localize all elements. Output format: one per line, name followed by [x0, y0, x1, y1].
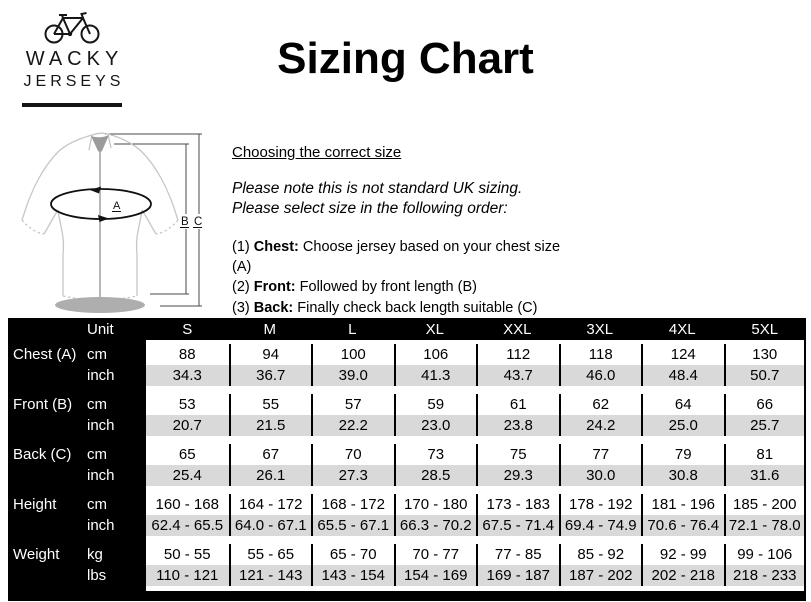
- value-cell: 23.0: [394, 415, 477, 436]
- step-text: Finally check back length suitable (C): [293, 299, 538, 316]
- chest-label-a: A: [113, 200, 121, 212]
- value-cell: 66: [724, 394, 807, 415]
- row-label: Weight: [8, 544, 82, 565]
- value-cell: 154 - 169: [394, 565, 477, 586]
- value-cell: 64.0 - 67.1: [229, 515, 312, 536]
- value-cell: 61: [476, 394, 559, 415]
- table-row: [8, 365, 806, 386]
- size-header-xl: XL: [425, 320, 444, 338]
- unit-cell: inch: [82, 415, 146, 436]
- value-cell: 66.3 - 70.2: [394, 515, 477, 536]
- unit-cell: cm: [82, 444, 146, 465]
- brand-name-line1: WACKY: [25, 48, 124, 70]
- value-cell: 77 - 85: [476, 544, 559, 565]
- step-number: (1): [232, 238, 254, 255]
- value-cell: 85 - 92: [559, 544, 642, 565]
- value-cell: 70.6 - 76.4: [641, 515, 724, 536]
- value-cell: 170 - 180: [394, 494, 477, 515]
- size-header-s: S: [182, 320, 193, 338]
- step-label: Front:: [253, 279, 296, 296]
- value-cell: 65.5 - 67.1: [311, 515, 394, 536]
- table-row: [8, 544, 806, 565]
- value-cell: 130: [724, 344, 807, 365]
- gap-label-area: [8, 586, 146, 591]
- value-cell: 88: [146, 344, 229, 365]
- step-text: Followed by front length (B): [295, 279, 477, 296]
- value-cell: 31.6: [724, 465, 807, 486]
- value-cell: 181 - 196: [641, 494, 724, 515]
- table-row: [8, 415, 806, 436]
- value-cell: 70 - 77: [394, 544, 477, 565]
- row-label: Chest (A): [8, 344, 82, 365]
- row-label: Back (C): [8, 444, 82, 465]
- row-label: [8, 465, 82, 486]
- size-header-4xl: 4XL: [668, 320, 696, 338]
- step-back: [232, 298, 582, 318]
- gap-data-area: [146, 536, 806, 544]
- table-bottom-bar: [8, 591, 806, 601]
- gap-data-area: [146, 386, 806, 394]
- value-cell: 34.3: [146, 365, 229, 386]
- unit-cell: cm: [82, 494, 146, 515]
- value-cell: 106: [394, 344, 477, 365]
- value-cell: 53: [146, 394, 229, 415]
- value-cell: 20.7: [146, 415, 229, 436]
- value-cell: 110 - 121: [146, 565, 229, 586]
- step-front: [232, 277, 582, 297]
- size-header-l: L: [348, 320, 357, 338]
- value-cell: 30.8: [641, 465, 724, 486]
- value-cell: 112: [476, 344, 559, 365]
- page-title: Sizing Chart: [277, 34, 534, 83]
- table-gap-row: [8, 436, 806, 444]
- unit-cell: kg: [82, 544, 146, 565]
- value-cell: 218 - 233: [724, 565, 807, 586]
- value-cell: 55 - 65: [229, 544, 312, 565]
- value-cell: 143 - 154: [311, 565, 394, 586]
- value-cell: 72.1 - 78.0: [724, 515, 807, 536]
- logo-underline: [22, 103, 122, 107]
- value-cell: 27.3: [311, 465, 394, 486]
- size-table: [8, 318, 806, 601]
- value-cell: 65: [146, 444, 229, 465]
- value-cell: 160 - 168: [146, 494, 229, 515]
- note-line2: Please select size in the following order:: [232, 199, 508, 217]
- table-row: [8, 565, 806, 586]
- value-cell: 100: [311, 344, 394, 365]
- value-cell: 124: [641, 344, 724, 365]
- front-label-b: B: [181, 216, 189, 228]
- value-cell: 43.7: [476, 365, 559, 386]
- gap-label-area: [8, 436, 146, 444]
- table-row: [8, 344, 806, 365]
- value-cell: 77: [559, 444, 642, 465]
- gap-label-area: [8, 536, 146, 544]
- table-header-row: [8, 318, 806, 340]
- size-header-m: M: [263, 320, 276, 338]
- row-label: Height: [8, 494, 82, 515]
- value-cell: 50.7: [724, 365, 807, 386]
- value-cell: 67.5 - 71.4: [476, 515, 559, 536]
- back-label-c: C: [194, 216, 203, 228]
- unit-header: Unit: [87, 320, 114, 338]
- gap-label-area: [8, 486, 146, 494]
- step-number: (2): [232, 279, 254, 296]
- value-cell: 62: [559, 394, 642, 415]
- gap-label-area: [8, 386, 146, 394]
- value-cell: 169 - 187: [476, 565, 559, 586]
- step-chest: [232, 237, 582, 278]
- row-label: Front (B): [8, 394, 82, 415]
- table-row: [8, 394, 806, 415]
- brand-name-line2: JERSEYS: [23, 73, 125, 90]
- value-cell: 99 - 106: [724, 544, 807, 565]
- size-header-xxl: XXL: [503, 320, 532, 338]
- value-cell: 64: [641, 394, 724, 415]
- step-text: Choose jersey based on your chest size (A): [232, 238, 561, 275]
- value-cell: 118: [559, 344, 642, 365]
- row-label: [8, 515, 82, 536]
- table-row: [8, 494, 806, 515]
- value-cell: 67: [229, 444, 312, 465]
- value-cell: 92 - 99: [641, 544, 724, 565]
- value-cell: 59: [394, 394, 477, 415]
- unit-cell: cm: [82, 344, 146, 365]
- value-cell: 48.4: [641, 365, 724, 386]
- gap-data-area: [146, 436, 806, 444]
- value-cell: 73: [394, 444, 477, 465]
- sizing-note: [232, 179, 582, 219]
- size-header-5xl: 5XL: [751, 320, 779, 338]
- table-gap-row: [8, 486, 806, 494]
- value-cell: 25.7: [724, 415, 807, 436]
- value-cell: 28.5: [394, 465, 477, 486]
- value-cell: 187 - 202: [559, 565, 642, 586]
- value-cell: 23.8: [476, 415, 559, 436]
- value-cell: 75: [476, 444, 559, 465]
- value-cell: 94: [229, 344, 312, 365]
- value-cell: 46.0: [559, 365, 642, 386]
- value-cell: 39.0: [311, 365, 394, 386]
- step-label: Back:: [253, 299, 294, 316]
- value-cell: 173 - 183: [476, 494, 559, 515]
- value-cell: 36.7: [229, 365, 312, 386]
- value-cell: 41.3: [394, 365, 477, 386]
- value-cell: 57: [311, 394, 394, 415]
- table-gap-row: [8, 386, 806, 394]
- value-cell: 69.4 - 74.9: [559, 515, 642, 536]
- jersey-diagram: [8, 126, 212, 316]
- unit-cell: cm: [82, 394, 146, 415]
- table-gap-row: [8, 536, 806, 544]
- value-cell: 55: [229, 394, 312, 415]
- value-cell: 121 - 143: [229, 565, 312, 586]
- step-label: Chest:: [253, 238, 299, 255]
- selection-steps: [232, 237, 582, 318]
- gap-data-area: [146, 586, 806, 591]
- value-cell: 26.1: [229, 465, 312, 486]
- value-cell: 81: [724, 444, 807, 465]
- value-cell: 62.4 - 65.5: [146, 515, 229, 536]
- row-label: [8, 565, 82, 586]
- value-cell: 79: [641, 444, 724, 465]
- value-cell: 185 - 200: [724, 494, 807, 515]
- value-cell: 29.3: [476, 465, 559, 486]
- table-row: [8, 465, 806, 486]
- step-number: (3): [232, 299, 254, 316]
- row-label: [8, 415, 82, 436]
- value-cell: 25.0: [641, 415, 724, 436]
- instructions-heading: Choosing the correct size: [232, 144, 402, 161]
- value-cell: 168 - 172: [311, 494, 394, 515]
- value-cell: 178 - 192: [559, 494, 642, 515]
- value-cell: 70: [311, 444, 394, 465]
- instructions-block: [232, 144, 582, 318]
- size-header-3xl: 3XL: [586, 320, 614, 338]
- gap-data-area: [146, 486, 806, 494]
- value-cell: 202 - 218: [641, 565, 724, 586]
- table-row: [8, 444, 806, 465]
- note-line1: Please note this is not standard UK sizing.: [232, 180, 523, 197]
- value-cell: 24.2: [559, 415, 642, 436]
- unit-cell: inch: [82, 515, 146, 536]
- value-cell: 50 - 55: [146, 544, 229, 565]
- unit-cell: lbs: [82, 565, 146, 586]
- value-cell: 164 - 172: [229, 494, 312, 515]
- value-cell: 25.4: [146, 465, 229, 486]
- table-row: [8, 515, 806, 536]
- value-cell: 21.5: [229, 415, 312, 436]
- table-gap-row: [8, 586, 806, 591]
- value-cell: 65 - 70: [311, 544, 394, 565]
- unit-cell: inch: [82, 465, 146, 486]
- unit-cell: inch: [82, 365, 146, 386]
- row-label: [8, 365, 82, 386]
- value-cell: 22.2: [311, 415, 394, 436]
- value-cell: 30.0: [559, 465, 642, 486]
